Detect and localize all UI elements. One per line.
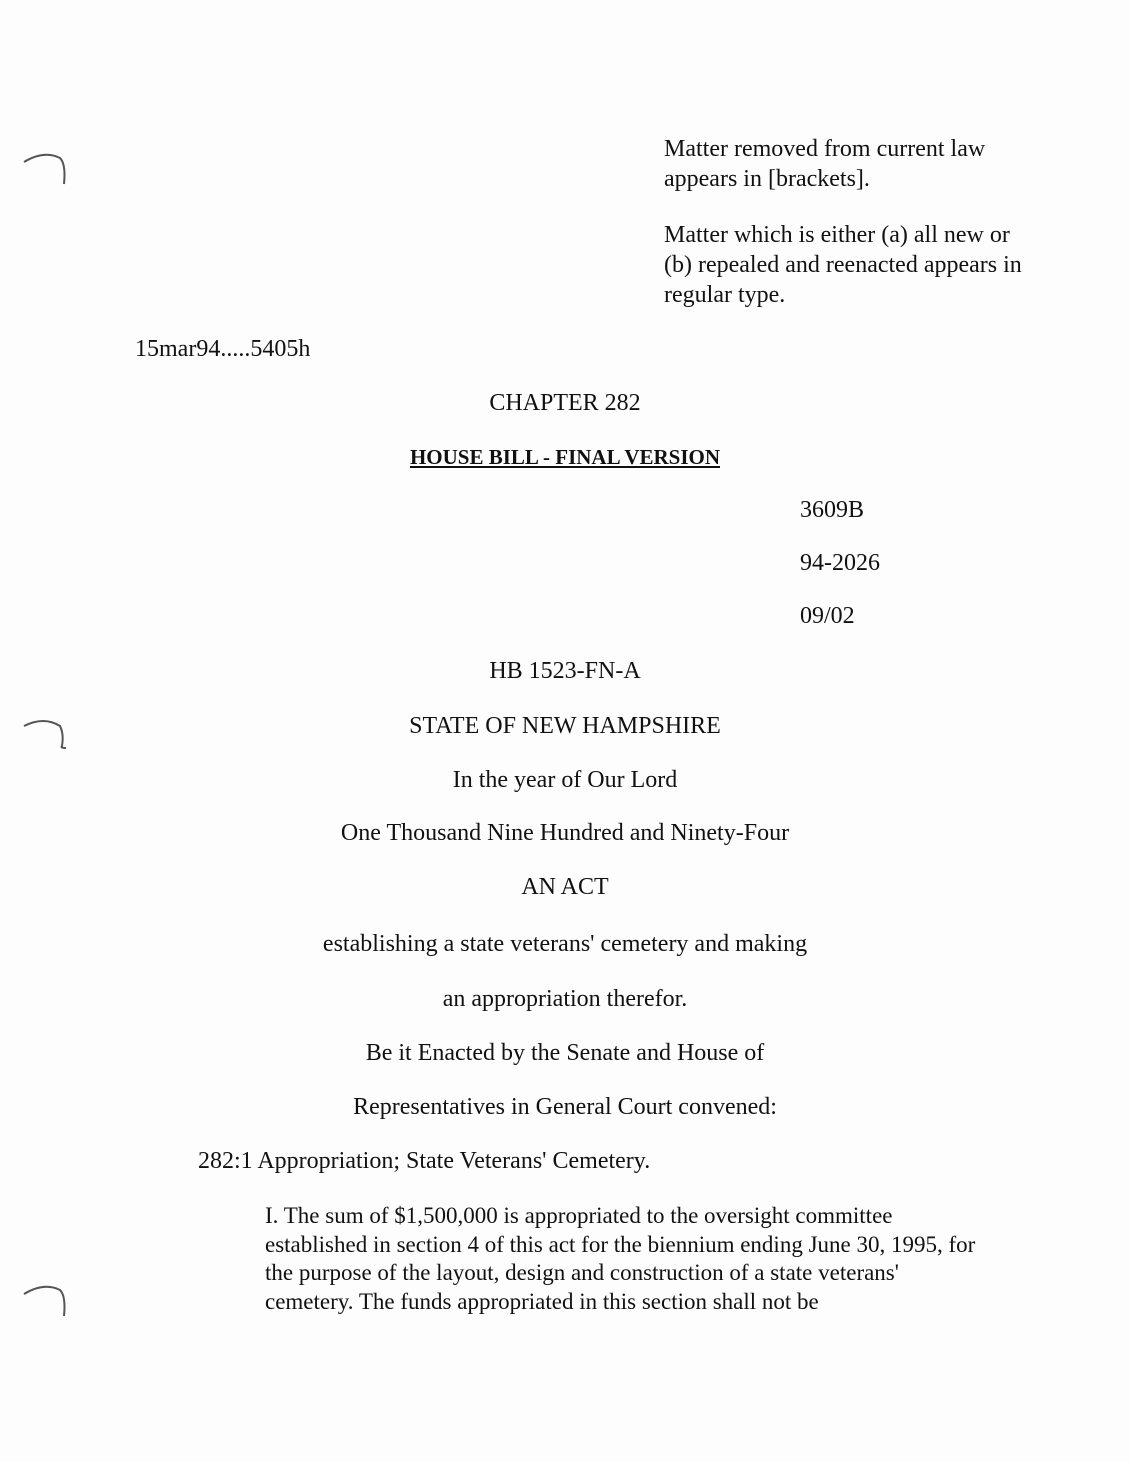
enacting-clause-line-1: Be it Enacted by the Senate and House of bbox=[365, 1040, 765, 1066]
document-code: 15mar94.....5405h bbox=[135, 336, 311, 362]
punch-hole-mark-icon bbox=[22, 150, 68, 180]
punch-hole-mark-icon bbox=[22, 1282, 68, 1312]
act-heading: AN ACT bbox=[521, 874, 609, 900]
notice-removed-text: Matter removed from current law appears in [brackets]. bbox=[664, 136, 986, 192]
year-line-2: One Thousand Nine Hundred and Ninety-Four bbox=[340, 820, 790, 846]
reference-number-2: 94-2026 bbox=[800, 550, 880, 576]
section-paragraph-I: I. The sum of $1,500,000 is appropriated to the oversight committee established in section 4 of this act for the biennium ending June 30, 1995, for the purpose of the layout, design and construction of a state veterans' cemetery. The funds appropriated in this section shall not be bbox=[265, 1203, 976, 1314]
section-heading: 282:1 Appropriation; State Veterans' Cemetery. bbox=[198, 1148, 651, 1174]
state-name: STATE OF NEW HAMPSHIRE bbox=[409, 713, 721, 739]
chapter-heading: CHAPTER 282 bbox=[489, 390, 641, 416]
bill-number: HB 1523-FN-A bbox=[489, 658, 641, 684]
reference-number-1: 3609B bbox=[800, 497, 865, 523]
version-heading: HOUSE BILL - FINAL VERSION bbox=[409, 445, 721, 469]
enacting-clause-line-2: Representatives in General Court convened: bbox=[353, 1094, 777, 1120]
act-title-line-2: an appropriation therefor. bbox=[442, 986, 688, 1012]
reference-date: 09/02 bbox=[800, 603, 855, 629]
notice-new-text: Matter which is either (a) all new or (b) repealed and reenacted appears in regular type. bbox=[664, 222, 1022, 308]
year-line-1: In the year of Our Lord bbox=[452, 767, 678, 793]
act-title-line-1: establishing a state veterans' cemetery and making bbox=[322, 931, 808, 957]
